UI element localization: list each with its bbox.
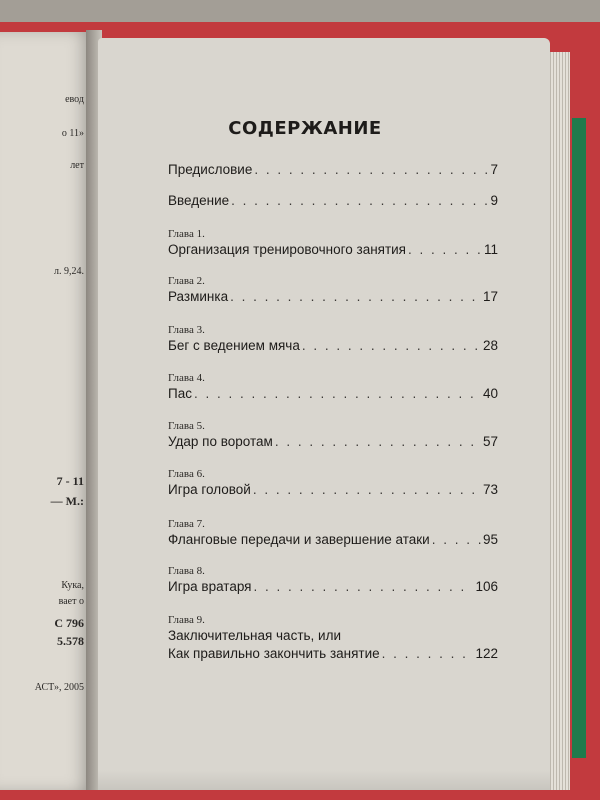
toc-entry bbox=[168, 372, 498, 403]
left-page-fragment: С 796 bbox=[54, 616, 84, 630]
toc-entry-page: 17 bbox=[482, 289, 498, 304]
toc-chapter-label: Глава 1. bbox=[168, 228, 205, 240]
toc-entry-page: 122 bbox=[475, 646, 498, 661]
left-page-fragment: о 11» bbox=[61, 128, 84, 139]
toc-entry-title: Пас bbox=[168, 386, 192, 401]
toc-chapter-label: Глава 2. bbox=[168, 275, 205, 287]
toc-leader bbox=[254, 578, 474, 596]
toc-entry bbox=[168, 614, 498, 663]
toc-entry-title-line1: Заключительная часть, или bbox=[168, 628, 341, 643]
toc-entry-title: Удар по воротам bbox=[168, 434, 273, 449]
toc-entry-page: 73 bbox=[482, 482, 498, 497]
toc-leader bbox=[253, 481, 481, 499]
toc-leader bbox=[382, 645, 474, 663]
left-page-fragment: АСТ», 2005 bbox=[34, 682, 84, 693]
toc-chapter-label: Глава 7. bbox=[168, 518, 205, 530]
toc-entry-title: Разминка bbox=[168, 289, 229, 304]
toc-entry bbox=[168, 324, 498, 355]
left-page-fragment: — М.: bbox=[50, 494, 84, 508]
toc-entry-title: Введение bbox=[168, 193, 230, 208]
toc-entry bbox=[168, 275, 498, 306]
page-title: СОДЕРЖАНИЕ bbox=[228, 118, 382, 139]
toc-leader bbox=[275, 433, 481, 451]
toc-chapter-label: Глава 9. bbox=[168, 614, 205, 626]
toc-entry-title: Предисловие bbox=[168, 162, 253, 177]
toc-entry bbox=[168, 228, 498, 259]
toc-entry bbox=[168, 192, 498, 210]
toc-entry-title: Игра вратаря bbox=[168, 579, 252, 594]
toc-entry-title: Бег с ведением мяча bbox=[168, 338, 300, 353]
toc-entry bbox=[168, 420, 498, 451]
toc-chapter-label: Глава 8. bbox=[168, 565, 205, 577]
toc-entry-page: 7 bbox=[490, 162, 498, 177]
toc-leader bbox=[432, 531, 481, 549]
left-page-fragment: лет bbox=[70, 160, 84, 171]
toc-leader bbox=[254, 161, 488, 179]
toc-chapter-label: Глава 5. bbox=[168, 420, 205, 432]
toc-leader bbox=[408, 241, 482, 259]
toc-entry-page: 95 bbox=[482, 532, 498, 547]
toc-leader bbox=[194, 385, 481, 403]
toc-entry-page: 11 bbox=[483, 242, 498, 257]
left-page-fragment: вает о bbox=[58, 596, 84, 607]
toc-chapter-label: Глава 4. bbox=[168, 372, 205, 384]
left-page-fragment: 7 - 11 bbox=[56, 474, 84, 488]
toc-entry-title: Организация тренировочного занятия bbox=[168, 242, 406, 257]
toc-entry-page: 9 bbox=[490, 193, 498, 208]
left-page-fragment: 5.578 bbox=[57, 634, 84, 648]
toc-entry-page: 57 bbox=[482, 434, 498, 449]
toc-chapter-label: Глава 3. bbox=[168, 324, 205, 336]
toc-entry-page: 106 bbox=[475, 579, 498, 594]
toc-leader bbox=[230, 288, 481, 306]
toc-entry-title: Игра головой bbox=[168, 482, 251, 497]
toc-entry bbox=[168, 161, 498, 179]
toc-leader bbox=[231, 192, 488, 210]
left-page-fragment: л. 9,24. bbox=[54, 266, 84, 277]
toc-chapter-label: Глава 6. bbox=[168, 468, 205, 480]
toc-entry-title: Фланговые передачи и завершение атаки bbox=[168, 532, 430, 547]
left-page-fragment: Кука, bbox=[61, 580, 84, 591]
left-page-fragment: евод bbox=[65, 94, 84, 105]
toc-entry bbox=[168, 565, 498, 596]
toc-entry-page: 40 bbox=[482, 386, 498, 401]
toc-entry bbox=[168, 518, 498, 549]
toc-entry bbox=[168, 468, 498, 499]
toc-leader bbox=[302, 337, 481, 355]
toc-entry-title: Как правильно закончить занятие bbox=[168, 646, 380, 661]
toc-entry-page: 28 bbox=[482, 338, 498, 353]
